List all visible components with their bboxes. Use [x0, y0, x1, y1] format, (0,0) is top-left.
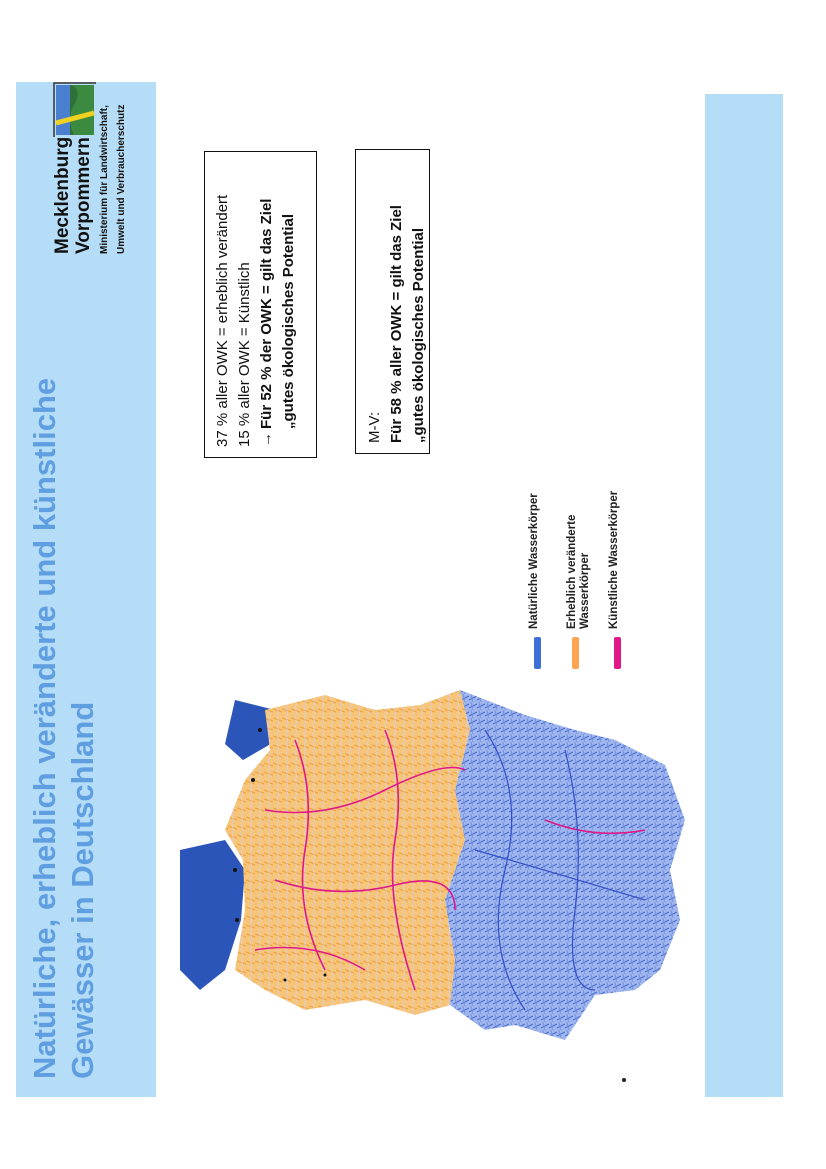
logo-name-line-2: Vorpommern	[73, 137, 94, 254]
title-line-1: Natürliche, erheblich veränderte und künstliche	[27, 377, 62, 1079]
page-title	[26, 249, 102, 1079]
mv-stats-box	[355, 149, 430, 454]
ministry-logo	[52, 34, 128, 254]
legend-swatch-natural	[534, 637, 541, 669]
arrow-right-icon: →	[258, 432, 275, 447]
legend-label-natural: Natürliche Wasserkörper	[528, 493, 540, 629]
legend-label-modified: Erheblich veränderte Wasserkörper	[566, 514, 591, 629]
stat-artificial: 15 % aller OWK = Künstlich	[236, 262, 253, 447]
logo-name-line-1: Mecklenburg	[52, 136, 73, 254]
legend-swatch-artificial	[614, 637, 621, 669]
stat-goal-text: Für 52 % der OWK = gilt das Ziel	[258, 198, 275, 429]
state-logo-icon	[52, 81, 98, 139]
logo-sub-line-1: Ministerium für Landwirtschaft,	[99, 105, 110, 254]
mv-goal: Für 58 % aller OWK = gilt das Ziel	[388, 205, 405, 443]
title-line-2: Gewässer in Deutschland	[65, 701, 100, 1079]
legend-label-artificial: Künstliche Wasserkörper	[608, 490, 620, 629]
stat-modified: 37 % aller OWK = erheblich verändert	[214, 194, 231, 447]
germany-stats-box	[204, 151, 317, 458]
logo-sub-line-2: Umwelt und Verbraucherschutz	[116, 104, 127, 254]
stat-goal	[257, 162, 276, 447]
mv-label: M-V:	[366, 411, 383, 443]
legend-swatch-modified	[572, 637, 579, 669]
stat-goal-potential: „gutes ökologisches Potential	[280, 213, 297, 429]
mv-goal-potential: „gutes ökologisches Potential	[410, 227, 427, 443]
